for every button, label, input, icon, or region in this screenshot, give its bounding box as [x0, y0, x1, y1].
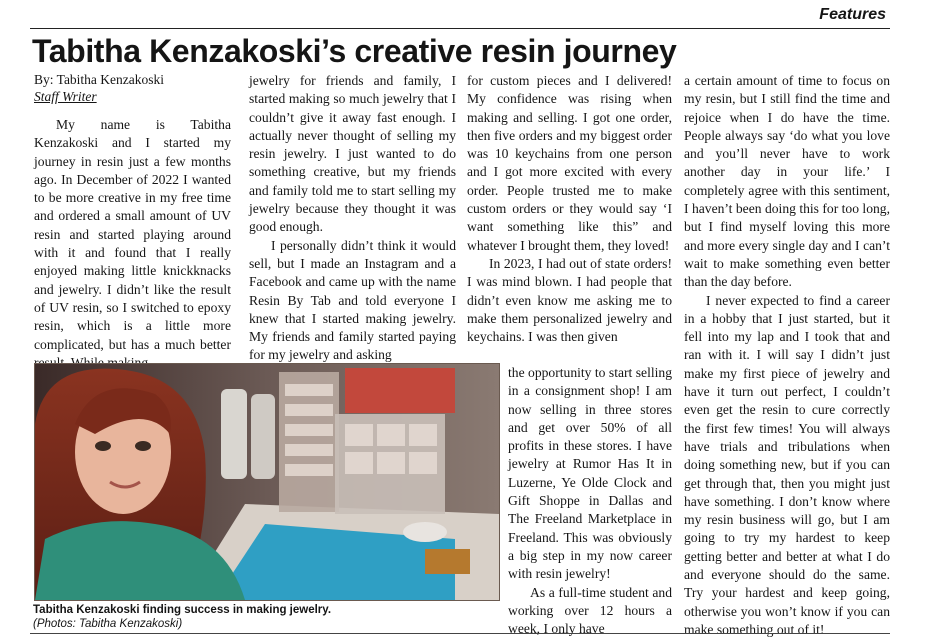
article-column-1 — [34, 116, 231, 372]
byline-author: By: Tabitha Kenzakoski — [34, 72, 165, 87]
article-column-3 — [467, 72, 672, 346]
article-photo — [34, 363, 500, 601]
bottom-rule — [30, 633, 890, 634]
paragraph: I never expected to find a career in a hobby that I just started, but it fell into my lap and I took that and ran with it. I will say I didn’t just make my first piece of jewelry and have it turn out perfect, I couldn’t even get the resin to cure correctly the first few times! You will always have trials and tribulations when doing something new, but if you can get through that, then you might just have something. I don’t know where my resin business will go, but I am going to try my hardest to keep getting better and better at what I do and everyone should do the same. Try your hardest and keep going, otherwise you won’t know if you can make something out of it! — [684, 292, 890, 637]
paragraph: As a full-time student and working over 12 hours a week, I only have — [508, 584, 672, 637]
article-column-4 — [684, 72, 890, 639]
paragraph: My name is Tabitha Kenzakoski and I started my journey in resin just a few months ago. In December of 2022 I wanted to be more creative in my free time and ordered a small amount of UV resin and started playing around with it and found that I really enjoyed making little knickknacks and jewelry. I didn’t like the result of UV resin, so I switched to epoxy resin, which is a little more complicated, but has a much better — [34, 117, 231, 352]
headline: Tabitha Kenzakoski’s creative resin journey — [32, 33, 677, 69]
section-label: Features — [819, 6, 886, 23]
article-column-3-wrap — [508, 364, 672, 638]
paragraph: the opportunity to start selling in a consignment shop! I am now selling in three stores and get over 50% of all profits in these stores. I have jewelry at Rumor Has It in Luzerne, Ye Olde Clock and Gift Shoppe in Dallas and The Freeland Marketplace in Freeland. This was obviously a big step in my now career with resin jewelry! — [508, 365, 672, 582]
section-header — [30, 4, 890, 29]
article-column-2 — [249, 72, 456, 365]
caption-text: Tabitha Kenzakoski finding success in making jewelry. — [33, 604, 332, 616]
paragraph: a certain amount of time to focus on my resin, but I still find the time and rejoice when I do have the time. People always say ‘do what you love and you’ll never have to work another day in your life.’ I completely agree with this sentiment, I haven’t been doing this for too long, but I find myself loving this more and more every single day and I can’t wait to make something even better than the day before. — [684, 73, 890, 290]
paragraph: In 2023, I had out of state orders! I was mind blown. I had people that didn’t even know me asking me to make them personalized jewelry and keychains. I was then given — [467, 255, 672, 345]
paragraph: jewelry for friends and family, I started making so much jewelry that I couldn’t give it away fast enough. I actually never thought of selling my resin jewelry. I just wanted to do something creative, but my friends and family told me to start selling my jewelry because they thought it was good enough. — [249, 73, 456, 235]
photo-illustration — [35, 364, 499, 600]
photo-caption — [33, 603, 331, 631]
caption-credit: (Photos: Tabitha Kenzakoski) — [33, 618, 183, 630]
byline — [34, 71, 164, 105]
byline-role: Staff Writer — [34, 89, 97, 104]
paragraph: for custom pieces and I delivered! My confidence was rising when making and selling. I got one order, then five orders and my biggest order was 10 keychains from one person and I got more excited with every order. People trusted me to make custom orders or they would say ‘I want something like this” and whatever I brought them, they loved! — [467, 73, 672, 253]
paragraph: I personally didn’t think it would sell, but I made an Instagram and a Facebook and came up with the name Resin By Tab and told everyone I knew that I started making jewelry. My friends and family started paying for my jewelry and asking — [249, 237, 456, 363]
